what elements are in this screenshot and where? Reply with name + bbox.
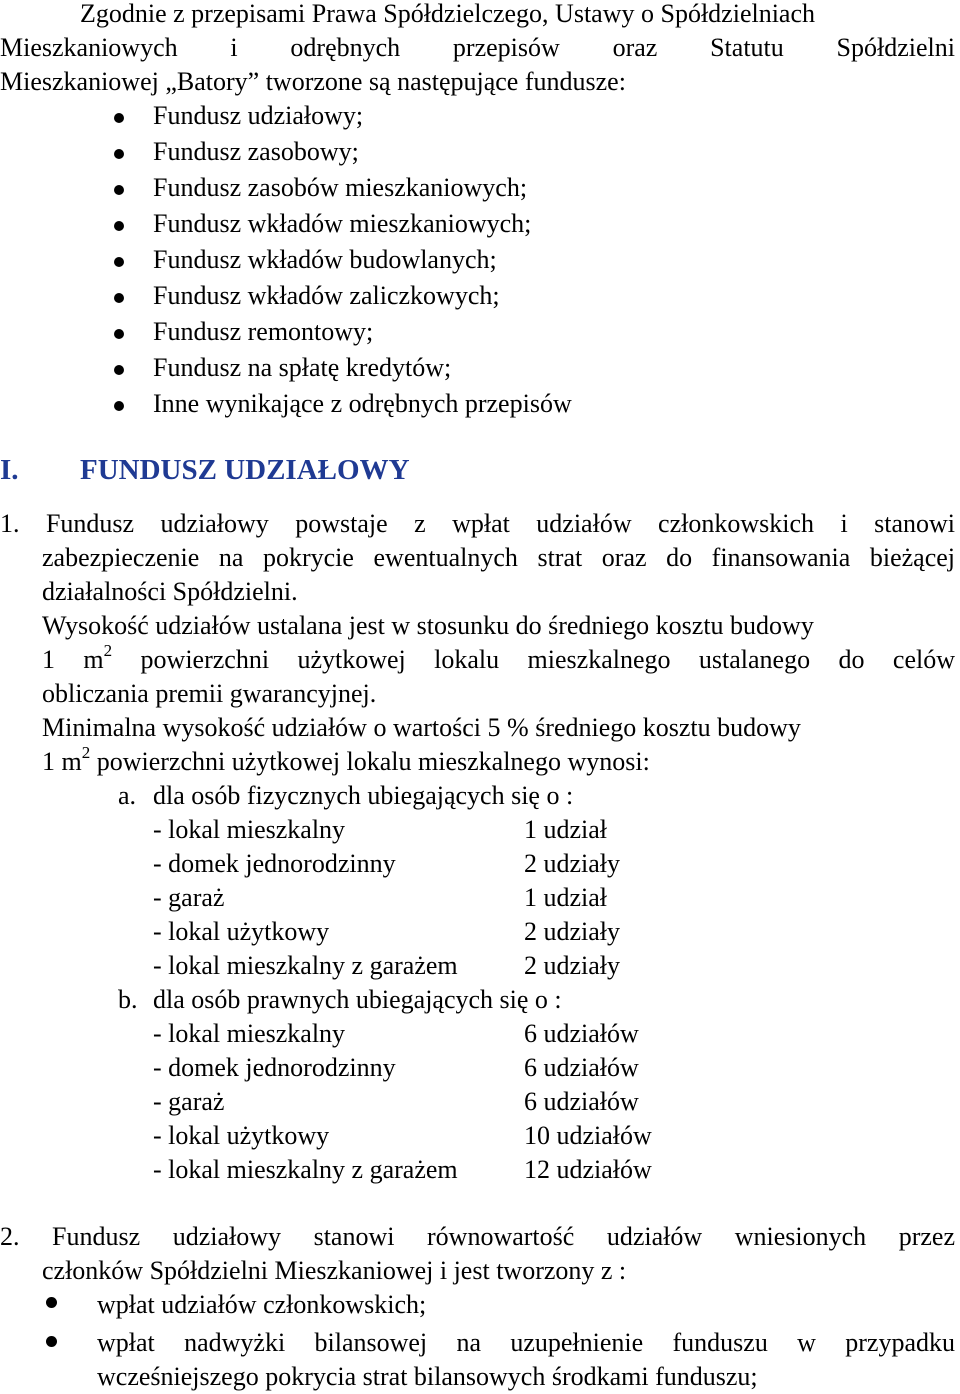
bullet-icon bbox=[114, 149, 124, 159]
paragraph-3-line-1: Minimalna wysokość udziałów o wartości 5 % średniego kosztu budowy bbox=[42, 713, 801, 742]
share-row-name: - garaż bbox=[153, 883, 225, 912]
share-row-value: 6 udziałów bbox=[524, 1019, 639, 1048]
bullet-icon bbox=[114, 401, 124, 411]
bullet-icon bbox=[114, 293, 124, 303]
section-title: FUNDUSZ UDZIAŁOWY bbox=[80, 454, 410, 486]
paragraph-1-line-2: zabezpieczenie na pokrycie ewentualnych strat oraz do finansowania bieżącej bbox=[42, 543, 955, 572]
paragraph-4-line-2: członków Spółdzielni Mieszkaniowej i jest tworzony z : bbox=[42, 1256, 627, 1285]
share-row-name: - lokal mieszkalny z garażem bbox=[153, 1155, 458, 1184]
paragraph-2-line-2-rest: powierzchni użytkowej lokalu mieszkalnego ustalanego do celów bbox=[112, 645, 955, 674]
fund-item: Fundusz udziałowy; bbox=[153, 101, 364, 130]
group-a-title: dla osób fizycznych ubiegających się o : bbox=[153, 781, 574, 810]
share-row-name: - lokal użytkowy bbox=[153, 1121, 330, 1150]
fund-item: Fundusz remontowy; bbox=[153, 317, 374, 346]
share-row-name: - lokal mieszkalny bbox=[153, 1019, 346, 1048]
bullet-icon bbox=[114, 185, 124, 195]
intro-line-1: Zgodnie z przepisami Prawa Spółdzielczego, Ustawy o Spółdzielniach bbox=[80, 0, 816, 28]
share-row-name: - lokal mieszkalny z garażem bbox=[153, 951, 458, 980]
paragraph-2-line-3: obliczania premii gwarancyjnej. bbox=[42, 679, 377, 708]
paragraph-2-line-2 bbox=[42, 643, 955, 677]
share-row-value: 6 udziałów bbox=[524, 1087, 639, 1116]
paragraph-4-line-1: 2. Fundusz udziałowy stanowi równowartość udziałów wniesionych przez bbox=[0, 1222, 955, 1251]
paragraph-2-line-1: Wysokość udziałów ustalana jest w stosunku do średniego kosztu budowy bbox=[42, 611, 814, 640]
fund-item: Fundusz na spłatę kredytów; bbox=[153, 353, 452, 382]
share-row-value: 2 udziały bbox=[524, 917, 621, 946]
share-row-value: 2 udziały bbox=[524, 951, 621, 980]
bullet-icon bbox=[114, 113, 124, 123]
paragraph-3-line-2-rest: powierzchni użytkowej lokalu mieszkalnego wynosi: bbox=[90, 747, 650, 776]
share-row-value: 6 udziałów bbox=[524, 1053, 639, 1082]
paragraph-1-line-3: działalności Spółdzielni. bbox=[42, 577, 298, 606]
source-item: wpłat nadwyżki bilansowej na uzupełnienie funduszu w przypadku bbox=[97, 1328, 955, 1357]
paragraph-3-line-2 bbox=[42, 745, 650, 779]
group-b-label: b. bbox=[118, 985, 138, 1014]
bullet-icon bbox=[114, 221, 124, 231]
share-row-value: 1 udział bbox=[524, 883, 608, 912]
source-item: wpłat udziałów członkowskich; bbox=[97, 1290, 427, 1319]
group-a-label: a. bbox=[118, 781, 137, 810]
share-row-name: - domek jednorodzinny bbox=[153, 1053, 396, 1082]
share-row-value: 2 udziały bbox=[524, 849, 621, 878]
share-row-name: - garaż bbox=[153, 1087, 225, 1116]
bullet-icon bbox=[114, 365, 124, 375]
fund-item: Fundusz zasobów mieszkaniowych; bbox=[153, 173, 528, 202]
unit-text: 1 m bbox=[42, 645, 104, 674]
intro-line-2: Mieszkaniowych i odrębnych przepisów oraz Statutu Spółdzielni bbox=[0, 33, 955, 62]
bullet-icon bbox=[114, 257, 124, 267]
bullet-icon bbox=[114, 329, 124, 339]
bullet-icon bbox=[46, 1297, 57, 1308]
share-row-name: - lokal użytkowy bbox=[153, 917, 330, 946]
fund-item: Fundusz wkładów zaliczkowych; bbox=[153, 281, 500, 310]
unit-text: 1 m bbox=[42, 747, 82, 776]
bullet-icon bbox=[46, 1336, 57, 1347]
share-row-name: - lokal mieszkalny bbox=[153, 815, 346, 844]
source-item-continued: wcześniejszego pokrycia strat bilansowych środkami funduszu; bbox=[97, 1362, 758, 1391]
fund-item: Inne wynikające z odrębnych przepisów bbox=[153, 389, 572, 418]
unit-superscript: 2 bbox=[81, 743, 91, 763]
intro-line-3: Mieszkaniowej „Batory” tworzone są następujące fundusze: bbox=[0, 67, 626, 96]
section-number: I. bbox=[0, 454, 19, 486]
paragraph-1-line-1: 1. Fundusz udziałowy powstaje z wpłat udziałów członkowskich i stanowi bbox=[0, 509, 955, 538]
share-row-value: 10 udziałów bbox=[524, 1121, 652, 1150]
share-row-value: 12 udziałów bbox=[524, 1155, 652, 1184]
fund-item: Fundusz zasobowy; bbox=[153, 137, 359, 166]
share-row-name: - domek jednorodzinny bbox=[153, 849, 396, 878]
fund-item: Fundusz wkładów budowlanych; bbox=[153, 245, 497, 274]
share-row-value: 1 udział bbox=[524, 815, 608, 844]
unit-superscript: 2 bbox=[103, 641, 113, 661]
group-b-title: dla osób prawnych ubiegających się o : bbox=[153, 985, 562, 1014]
fund-item: Fundusz wkładów mieszkaniowych; bbox=[153, 209, 532, 238]
